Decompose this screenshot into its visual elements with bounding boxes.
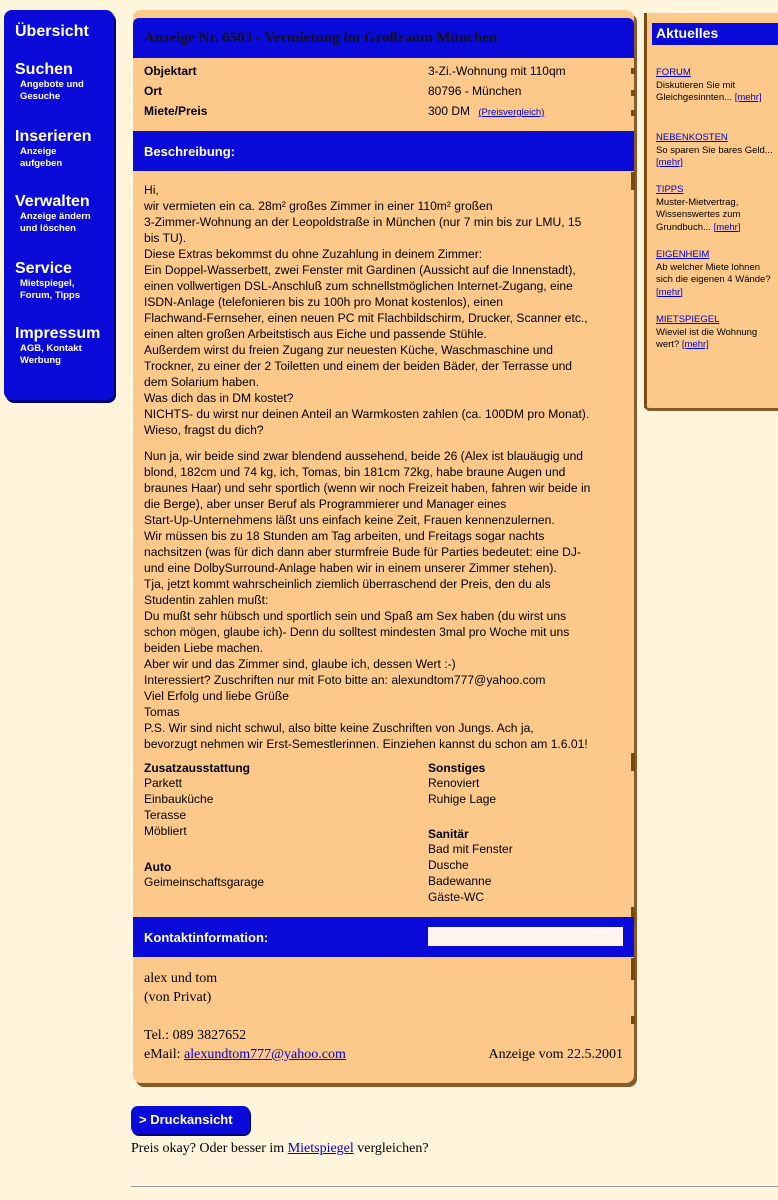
kontakt-name: alex und tom <box>144 971 218 986</box>
zusatz-item: Parkett <box>144 776 183 790</box>
zusatz-item: Einbauküche <box>144 792 214 806</box>
beschreibung-bar <box>133 131 634 171</box>
sanitaer-heading: Sanitär <box>428 827 469 841</box>
ort-value: 80796 - München <box>428 84 522 98</box>
nav-verwalten-sub-2[interactable]: und löschen <box>20 222 76 234</box>
news-text: Diskutieren Sie mit Gleichgesinnten... <box>656 79 736 103</box>
ad-title-bar <box>133 18 634 58</box>
objektart-value: 3-Zi.-Wohnung mit 110qm <box>428 64 566 78</box>
news-text: Muster-Mietvertrag, Wissenswertes zum Grundbuch... <box>656 196 741 233</box>
zusatzausstattung <box>144 761 250 839</box>
compare-post: vergleichen? <box>353 1141 429 1156</box>
nav-uebersicht[interactable] <box>15 23 89 41</box>
panel-edge-mark <box>631 68 635 74</box>
news-title-mietspiegel[interactable]: MIETSPIEGEL <box>656 314 720 325</box>
auto-item: Geimeinschaftsgarage <box>144 875 265 889</box>
description-paragraph-1: Hi, wir vermieten ein ca. 28m² großes Zimmer in einer 110m² großen 3-Zimmer-Wohnung an der Leopoldstraße in München (nur 7 min bis zur LMU, 15 bis TU). Diese Extras bekommst du ohne Zuzahlung in deinem Zimmer: Ein Doppel-Wasserbett, zwei Fenster mit Gardinen (Aussicht auf die Innenstadt), einen vollwertigen DSL-Anschluß zum schnellstmöglichen Internet-Zugang, eine ISDN-Anlage (telefonieren bis zu 100h pro Monat kostenlos), einen Flachwand-Fernseher, einen neuen PC mit Flachbildschirm, Drucker, Scanner etc., einen alten großen Arbeitstisch aus Eiche und passende Stühle. Außerdem wirst du freien Zugang zur neuesten Küche, Waschmaschine und Trockner, zu einer der 2 Toiletten und einem der beiden Bäder, der Terrasse und dem Solarium haben. Was dich das in DM kostet? NICHTS- du wirst nur deinen Anteil an Warmkosten zahlen (ca. 100DM pro Monat). Wieso, fragst du dich? <box>144 183 590 437</box>
objektart-label: Objektart <box>144 64 197 78</box>
description-paragraph-2: Nun ja, wir beide sind zwar blendend aussehend, beide 26 (Alex ist blauäugig und blond, 182cm und 74 kg, ich, Tomas, bin 181cm 72kg, habe braune Augen und braunes Haar) und sehr sportlich (wenn wir noch Freizeit haben, fahren wir beide in die Berge), aber unser Beruf als Programmierer und Manager eines Start-Up-Unternehmens läßt uns einfach keine Zeit, Frauen kennenzulernen. Wir müssen bis zu 18 Stunden am Tag arbeiten, und Freitags sogar nachts nachsitzen (was für dich dann aber sturmfreie Bude für Parties bedeutet: eine DJ- und eine DolbySurround-Anlage haben wir in einem unserer Zimmer stehen). Tja, jetzt kommt wahrscheinlich ziemlich überraschend der Preis, den du als Studentin zahlen mußt: Du mußt sehr hübsch und sportlich sein und Spaß am Sex haben (du wirst uns schon mögen, glaube ich)- Denn du solltest mindesten 3mal pro Woche mit uns beiden Liebe machen. Aber wir und das Zimmer sind, glaube ich, dessen Wert :-) Interessiert? Zuschriften nur mit Foto bitte an: alexundtom777@yahoo.com Viel Erfolg und liebe Grüße Tomas P.S. Wir sind nicht schwul, also bitte keine Zuschriften von Jungs. Ach ja, bevorzugt nehmen wir Erst-Semestlerinnen. Einziehen kannst du schon am 1.6.01! <box>144 449 591 751</box>
description <box>144 182 628 752</box>
zusatz-heading: Zusatzausstattung <box>144 761 251 775</box>
nav-impressum-sub-1[interactable]: AGB, Kontakt <box>20 343 82 354</box>
sonstiges-heading: Sonstiges <box>428 761 486 775</box>
sanitaer <box>428 827 513 905</box>
nav-suchen-sub-2[interactable]: Gesuche <box>20 90 61 102</box>
news-title-tipps[interactable]: TIPPS <box>656 184 684 195</box>
news-item-forum <box>656 67 776 105</box>
news-sidebar <box>644 13 778 408</box>
news-item-tipps <box>656 184 776 234</box>
auto <box>144 860 264 890</box>
nav-uebersicht-title[interactable]: Übersicht <box>15 23 89 40</box>
compare-pre: Preis okay? Oder besser im <box>131 1141 288 1156</box>
zusatz-item: Terasse <box>144 808 187 822</box>
sanitaer-item: Gäste-WC <box>428 890 485 904</box>
email-label: eMail: <box>144 1047 185 1062</box>
panel-edge-mark <box>631 1016 635 1024</box>
news-item-eigenheim <box>656 249 776 299</box>
nav-impressum[interactable] <box>15 325 100 366</box>
zusatz-item: Möbliert <box>144 824 187 838</box>
divider <box>131 1186 778 1187</box>
news-text: Ab welcher Miete lohnen sich die eigenen 4 Wände? <box>656 261 771 285</box>
nav-inserieren-sub-2[interactable]: aufgeben <box>20 157 63 169</box>
nav-suchen-sub-1[interactable]: Angebote und <box>20 79 84 90</box>
sonstiges-item: Renoviert <box>428 776 480 790</box>
miete-row <box>428 104 544 118</box>
news-item-mietspiegel <box>656 314 776 352</box>
news-more-link[interactable]: [mehr] <box>656 286 683 298</box>
sanitaer-item: Dusche <box>428 858 469 872</box>
news-more-link[interactable]: [mehr] <box>681 339 709 350</box>
preisvergleich-link[interactable]: (Preisvergleich) <box>478 107 545 118</box>
news-item-nebenkosten <box>656 132 776 170</box>
miete-label: Miete/Preis <box>144 104 208 118</box>
nav-inserieren[interactable] <box>15 128 91 169</box>
nav-inserieren-sub-1[interactable]: Anzeige <box>20 146 57 157</box>
nav-service-sub-2[interactable]: Forum, Tipps <box>20 289 80 301</box>
nav-impressum-title[interactable]: Impressum <box>15 325 101 342</box>
nav-impressum-sub-2[interactable]: Werbung <box>20 354 61 366</box>
compare-text <box>131 1141 429 1157</box>
panel-edge-mark <box>631 172 635 190</box>
news-more-link[interactable]: [mehr] <box>656 157 683 168</box>
ad-title: Anzeige Nr. 6503 - Vermietung im Großraum München <box>144 30 498 46</box>
news-title-forum[interactable]: FORUM <box>656 67 691 78</box>
nav-service-title[interactable]: Service <box>15 260 72 277</box>
news-title-nebenkosten[interactable]: NEBENKOSTEN <box>656 132 728 143</box>
sonstiges <box>428 761 496 807</box>
sanitaer-item: Bad mit Fenster <box>428 842 513 856</box>
nav-inserieren-title[interactable]: Inserieren <box>15 128 92 145</box>
panel-edge-mark <box>631 90 635 96</box>
print-view-button[interactable] <box>131 1106 250 1134</box>
news-more-link[interactable]: [mehr] <box>713 221 741 233</box>
news-more-link[interactable]: [mehr] <box>734 92 762 103</box>
nav-suchen[interactable] <box>15 61 84 102</box>
print-view-label[interactable]: > Druckansicht <box>139 1112 233 1127</box>
sanitaer-item: Badewanne <box>428 874 492 888</box>
kontakt-privat: (von Privat) <box>144 990 212 1005</box>
email-link[interactable]: alexundtom777@yahoo.com <box>184 1047 346 1062</box>
ort-label: Ort <box>144 84 162 98</box>
kontakt-bar <box>133 917 634 957</box>
panel-edge-mark <box>631 110 635 116</box>
nav-verwalten[interactable] <box>15 193 91 234</box>
nav-service-sub-1[interactable]: Mietspiegel, <box>20 278 75 289</box>
news-header-label: Aktuelles <box>656 25 719 41</box>
kontakt-email-row <box>144 1047 346 1063</box>
auto-heading: Auto <box>144 860 172 874</box>
kontakt-blank-box <box>428 927 623 946</box>
nav-verwalten-title[interactable]: Verwalten <box>15 193 90 210</box>
ad-date: Anzeige vom 22.5.2001 <box>488 1047 623 1062</box>
kontakt-tel: Tel.: 089 3827652 <box>144 1028 247 1043</box>
nav-suchen-title[interactable]: Suchen <box>15 61 73 78</box>
mietspiegel-link[interactable]: Mietspiegel <box>287 1141 354 1156</box>
news-text: So sparen Sie bares Geld... <box>656 144 773 156</box>
nav-verwalten-sub-1[interactable]: Anzeige ändern <box>20 211 91 222</box>
nav-service[interactable] <box>15 260 80 301</box>
news-title-eigenheim[interactable]: EIGENHEIM <box>656 249 710 260</box>
left-navigation <box>4 10 114 400</box>
news-header <box>652 23 778 45</box>
panel-edge-mark <box>631 753 635 771</box>
miete-value: 300 DM <box>428 104 471 118</box>
news-text: Wieviel ist die Wohnung wert? <box>656 326 758 350</box>
panel-edge-mark <box>631 958 635 980</box>
sidebar-edge <box>644 13 647 408</box>
beschreibung-label: Beschreibung: <box>144 144 236 159</box>
ad-panel <box>133 10 634 1083</box>
kontakt-label: Kontaktinformation: <box>144 930 269 945</box>
sonstiges-item: Ruhige Lage <box>428 792 497 806</box>
